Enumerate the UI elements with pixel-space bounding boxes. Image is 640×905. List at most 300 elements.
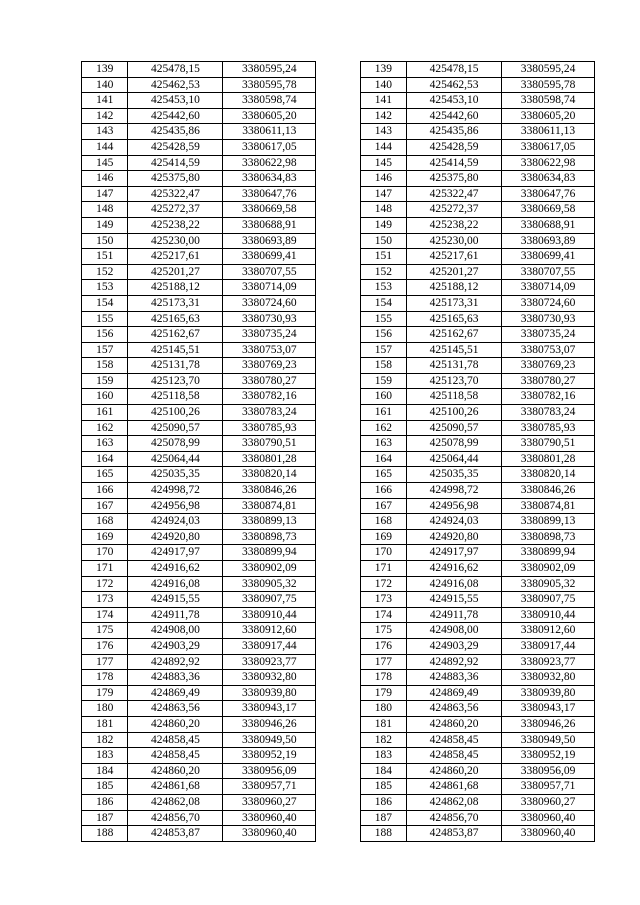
right-point-number-cell: 139: [360, 62, 406, 78]
left-y-coordinate-cell: 3380956,09: [223, 763, 316, 779]
right-y-coordinate-cell: 3380688,91: [502, 217, 595, 233]
left-y-coordinate-cell: 3380917,44: [223, 638, 316, 654]
column-gap-cell: [316, 732, 360, 748]
table-row: [82, 249, 595, 265]
left-point-number-cell: 165: [82, 467, 128, 483]
right-x-coordinate-cell: 424856,70: [407, 810, 502, 826]
left-y-coordinate-cell: 3380693,89: [223, 233, 316, 249]
right-point-number-cell: 169: [360, 529, 406, 545]
left-y-coordinate-cell: 3380939,80: [223, 685, 316, 701]
right-point-number-cell: 164: [360, 451, 406, 467]
right-y-coordinate-cell: 3380952,19: [502, 748, 595, 764]
right-point-number-cell: 141: [360, 93, 406, 109]
column-gap-cell: [316, 685, 360, 701]
left-point-number-cell: 171: [82, 561, 128, 577]
right-y-coordinate-cell: 3380724,60: [502, 295, 595, 311]
left-point-number-cell: 154: [82, 295, 128, 311]
left-y-coordinate-cell: 3380960,40: [223, 826, 316, 842]
right-y-coordinate-cell: 3380699,41: [502, 249, 595, 265]
column-gap-cell: [316, 155, 360, 171]
table-row: [82, 748, 595, 764]
right-point-number-cell: 146: [360, 171, 406, 187]
right-x-coordinate-cell: 424858,45: [407, 748, 502, 764]
left-y-coordinate-cell: 3380595,24: [223, 62, 316, 78]
right-y-coordinate-cell: 3380932,80: [502, 670, 595, 686]
right-point-number-cell: 148: [360, 202, 406, 218]
right-x-coordinate-cell: 425100,26: [407, 405, 502, 421]
left-x-coordinate-cell: 424903,29: [128, 638, 223, 654]
left-y-coordinate-cell: 3380932,80: [223, 670, 316, 686]
left-x-coordinate-cell: 424916,62: [128, 561, 223, 577]
right-point-number-cell: 188: [360, 826, 406, 842]
left-x-coordinate-cell: 424861,68: [128, 779, 223, 795]
column-gap-cell: [316, 670, 360, 686]
right-y-coordinate-cell: 3380707,55: [502, 264, 595, 280]
right-point-number-cell: 180: [360, 701, 406, 717]
right-x-coordinate-cell: 425090,57: [407, 420, 502, 436]
column-gap-cell: [316, 529, 360, 545]
column-gap-cell: [316, 171, 360, 187]
left-y-coordinate-cell: 3380707,55: [223, 264, 316, 280]
column-gap-cell: [316, 77, 360, 93]
left-x-coordinate-cell: 425131,78: [128, 358, 223, 374]
table-row: [82, 623, 595, 639]
left-y-coordinate-cell: 3380960,40: [223, 810, 316, 826]
column-gap-cell: [316, 779, 360, 795]
column-gap-cell: [316, 108, 360, 124]
column-gap-cell: [316, 794, 360, 810]
right-x-coordinate-cell: 424883,36: [407, 670, 502, 686]
column-gap-cell: [316, 483, 360, 499]
left-y-coordinate-cell: 3380905,32: [223, 576, 316, 592]
right-point-number-cell: 168: [360, 514, 406, 530]
table-row: [82, 498, 595, 514]
right-x-coordinate-cell: 425462,53: [407, 77, 502, 93]
table-row: [82, 810, 595, 826]
left-x-coordinate-cell: 425201,27: [128, 264, 223, 280]
left-x-coordinate-cell: 425238,22: [128, 217, 223, 233]
column-gap-cell: [316, 514, 360, 530]
left-x-coordinate-cell: 425145,51: [128, 342, 223, 358]
right-y-coordinate-cell: 3380820,14: [502, 467, 595, 483]
left-x-coordinate-cell: 425035,35: [128, 467, 223, 483]
right-x-coordinate-cell: 425272,37: [407, 202, 502, 218]
left-y-coordinate-cell: 3380907,75: [223, 592, 316, 608]
left-y-coordinate-cell: 3380912,60: [223, 623, 316, 639]
column-gap-cell: [316, 202, 360, 218]
column-gap-cell: [316, 701, 360, 717]
left-y-coordinate-cell: 3380617,05: [223, 139, 316, 155]
right-point-number-cell: 156: [360, 327, 406, 343]
right-point-number-cell: 182: [360, 732, 406, 748]
column-gap-cell: [316, 139, 360, 155]
right-point-number-cell: 171: [360, 561, 406, 577]
left-y-coordinate-cell: 3380730,93: [223, 311, 316, 327]
right-y-coordinate-cell: 3380753,07: [502, 342, 595, 358]
table-row: [82, 217, 595, 233]
right-point-number-cell: 144: [360, 139, 406, 155]
right-point-number-cell: 181: [360, 716, 406, 732]
right-y-coordinate-cell: 3380785,93: [502, 420, 595, 436]
right-point-number-cell: 172: [360, 576, 406, 592]
table-row: [82, 62, 595, 78]
right-x-coordinate-cell: 425322,47: [407, 186, 502, 202]
right-x-coordinate-cell: 424916,08: [407, 576, 502, 592]
left-y-coordinate-cell: 3380820,14: [223, 467, 316, 483]
left-y-coordinate-cell: 3380595,78: [223, 77, 316, 93]
left-x-coordinate-cell: 424863,56: [128, 701, 223, 717]
right-point-number-cell: 159: [360, 373, 406, 389]
left-point-number-cell: 178: [82, 670, 128, 686]
left-y-coordinate-cell: 3380714,09: [223, 280, 316, 296]
table-row: [82, 373, 595, 389]
right-y-coordinate-cell: 3380899,13: [502, 514, 595, 530]
left-x-coordinate-cell: 424858,45: [128, 732, 223, 748]
table-row: [82, 483, 595, 499]
left-point-number-cell: 142: [82, 108, 128, 124]
right-x-coordinate-cell: 424915,55: [407, 592, 502, 608]
left-point-number-cell: 146: [82, 171, 128, 187]
table-row: [82, 295, 595, 311]
left-y-coordinate-cell: 3380960,27: [223, 794, 316, 810]
right-y-coordinate-cell: 3380730,93: [502, 311, 595, 327]
right-x-coordinate-cell: 425078,99: [407, 436, 502, 452]
table-row: [82, 638, 595, 654]
left-point-number-cell: 148: [82, 202, 128, 218]
table-row: [82, 451, 595, 467]
column-gap-cell: [316, 545, 360, 561]
right-x-coordinate-cell: 425162,67: [407, 327, 502, 343]
right-x-coordinate-cell: 424916,62: [407, 561, 502, 577]
left-point-number-cell: 159: [82, 373, 128, 389]
left-x-coordinate-cell: 425090,57: [128, 420, 223, 436]
table-row: [82, 124, 595, 140]
right-y-coordinate-cell: 3380634,83: [502, 171, 595, 187]
right-point-number-cell: 147: [360, 186, 406, 202]
coordinates-table: [81, 61, 595, 842]
table-row: [82, 779, 595, 795]
table-row: [82, 654, 595, 670]
left-y-coordinate-cell: 3380790,51: [223, 436, 316, 452]
right-point-number-cell: 158: [360, 358, 406, 374]
right-x-coordinate-cell: 425064,44: [407, 451, 502, 467]
column-gap-cell: [316, 217, 360, 233]
left-x-coordinate-cell: 425375,80: [128, 171, 223, 187]
table-row: [82, 77, 595, 93]
left-x-coordinate-cell: 424883,36: [128, 670, 223, 686]
right-x-coordinate-cell: 424892,92: [407, 654, 502, 670]
right-x-coordinate-cell: 425145,51: [407, 342, 502, 358]
left-point-number-cell: 160: [82, 389, 128, 405]
right-x-coordinate-cell: 424853,87: [407, 826, 502, 842]
left-y-coordinate-cell: 3380899,13: [223, 514, 316, 530]
right-point-number-cell: 154: [360, 295, 406, 311]
left-x-coordinate-cell: 425442,60: [128, 108, 223, 124]
column-gap-cell: [316, 373, 360, 389]
table-row: [82, 701, 595, 717]
left-point-number-cell: 181: [82, 716, 128, 732]
right-x-coordinate-cell: 425238,22: [407, 217, 502, 233]
left-x-coordinate-cell: 425078,99: [128, 436, 223, 452]
right-point-number-cell: 155: [360, 311, 406, 327]
left-point-number-cell: 144: [82, 139, 128, 155]
left-point-number-cell: 184: [82, 763, 128, 779]
left-x-coordinate-cell: 425272,37: [128, 202, 223, 218]
left-x-coordinate-cell: 424911,78: [128, 607, 223, 623]
left-x-coordinate-cell: 425118,58: [128, 389, 223, 405]
table-row: [82, 685, 595, 701]
right-y-coordinate-cell: 3380902,09: [502, 561, 595, 577]
table-row: [82, 592, 595, 608]
column-gap-cell: [316, 342, 360, 358]
left-x-coordinate-cell: 425322,47: [128, 186, 223, 202]
table-row: [82, 529, 595, 545]
left-y-coordinate-cell: 3380769,23: [223, 358, 316, 374]
right-x-coordinate-cell: 424998,72: [407, 483, 502, 499]
left-point-number-cell: 163: [82, 436, 128, 452]
left-point-number-cell: 141: [82, 93, 128, 109]
right-point-number-cell: 170: [360, 545, 406, 561]
right-point-number-cell: 162: [360, 420, 406, 436]
right-x-coordinate-cell: 424917,97: [407, 545, 502, 561]
left-y-coordinate-cell: 3380949,50: [223, 732, 316, 748]
right-y-coordinate-cell: 3380782,16: [502, 389, 595, 405]
right-x-coordinate-cell: 425428,59: [407, 139, 502, 155]
column-gap-cell: [316, 451, 360, 467]
right-y-coordinate-cell: 3380960,27: [502, 794, 595, 810]
right-x-coordinate-cell: 425131,78: [407, 358, 502, 374]
table-row: [82, 342, 595, 358]
right-y-coordinate-cell: 3380693,89: [502, 233, 595, 249]
right-point-number-cell: 167: [360, 498, 406, 514]
left-point-number-cell: 153: [82, 280, 128, 296]
right-point-number-cell: 185: [360, 779, 406, 795]
left-x-coordinate-cell: 425173,31: [128, 295, 223, 311]
left-y-coordinate-cell: 3380952,19: [223, 748, 316, 764]
left-x-coordinate-cell: 425100,26: [128, 405, 223, 421]
column-gap-cell: [316, 124, 360, 140]
table-row: [82, 561, 595, 577]
left-y-coordinate-cell: 3380605,20: [223, 108, 316, 124]
column-gap-cell: [316, 436, 360, 452]
left-point-number-cell: 147: [82, 186, 128, 202]
table-row: [82, 311, 595, 327]
column-gap-cell: [316, 826, 360, 842]
right-y-coordinate-cell: 3380907,75: [502, 592, 595, 608]
right-x-coordinate-cell: 424858,45: [407, 732, 502, 748]
right-point-number-cell: 142: [360, 108, 406, 124]
left-y-coordinate-cell: 3380899,94: [223, 545, 316, 561]
left-y-coordinate-cell: 3380622,98: [223, 155, 316, 171]
coordinates-table-body: [82, 62, 595, 842]
left-point-number-cell: 161: [82, 405, 128, 421]
column-gap-cell: [316, 638, 360, 654]
left-x-coordinate-cell: 424998,72: [128, 483, 223, 499]
left-x-coordinate-cell: 424858,45: [128, 748, 223, 764]
column-gap-cell: [316, 467, 360, 483]
right-point-number-cell: 150: [360, 233, 406, 249]
column-gap-cell: [316, 810, 360, 826]
left-x-coordinate-cell: 424915,55: [128, 592, 223, 608]
right-y-coordinate-cell: 3380595,24: [502, 62, 595, 78]
right-y-coordinate-cell: 3380917,44: [502, 638, 595, 654]
column-gap-cell: [316, 389, 360, 405]
right-x-coordinate-cell: 425188,12: [407, 280, 502, 296]
right-x-coordinate-cell: 425442,60: [407, 108, 502, 124]
left-x-coordinate-cell: 425414,59: [128, 155, 223, 171]
left-x-coordinate-cell: 424892,92: [128, 654, 223, 670]
left-y-coordinate-cell: 3380943,17: [223, 701, 316, 717]
right-y-coordinate-cell: 3380946,26: [502, 716, 595, 732]
left-point-number-cell: 169: [82, 529, 128, 545]
right-point-number-cell: 151: [360, 249, 406, 265]
left-point-number-cell: 179: [82, 685, 128, 701]
left-y-coordinate-cell: 3380957,71: [223, 779, 316, 795]
right-y-coordinate-cell: 3380622,98: [502, 155, 595, 171]
table-row: [82, 405, 595, 421]
left-point-number-cell: 168: [82, 514, 128, 530]
left-y-coordinate-cell: 3380699,41: [223, 249, 316, 265]
column-gap-cell: [316, 763, 360, 779]
table-row: [82, 716, 595, 732]
left-x-coordinate-cell: 425230,00: [128, 233, 223, 249]
column-gap-cell: [316, 327, 360, 343]
table-row: [82, 826, 595, 842]
left-x-coordinate-cell: 424956,98: [128, 498, 223, 514]
left-point-number-cell: 145: [82, 155, 128, 171]
table-row: [82, 155, 595, 171]
left-point-number-cell: 155: [82, 311, 128, 327]
column-gap-cell: [316, 311, 360, 327]
right-point-number-cell: 186: [360, 794, 406, 810]
right-x-coordinate-cell: 425414,59: [407, 155, 502, 171]
table-row: [82, 93, 595, 109]
right-y-coordinate-cell: 3380910,44: [502, 607, 595, 623]
left-y-coordinate-cell: 3380898,73: [223, 529, 316, 545]
left-x-coordinate-cell: 425064,44: [128, 451, 223, 467]
right-y-coordinate-cell: 3380598,74: [502, 93, 595, 109]
left-y-coordinate-cell: 3380598,74: [223, 93, 316, 109]
column-gap-cell: [316, 264, 360, 280]
left-point-number-cell: 175: [82, 623, 128, 639]
column-gap-cell: [316, 607, 360, 623]
right-point-number-cell: 183: [360, 748, 406, 764]
table-row: [82, 233, 595, 249]
right-y-coordinate-cell: 3380960,40: [502, 826, 595, 842]
left-y-coordinate-cell: 3380647,76: [223, 186, 316, 202]
left-point-number-cell: 180: [82, 701, 128, 717]
left-x-coordinate-cell: 424908,00: [128, 623, 223, 639]
right-y-coordinate-cell: 3380912,60: [502, 623, 595, 639]
right-x-coordinate-cell: 425478,15: [407, 62, 502, 78]
table-row: [82, 108, 595, 124]
left-x-coordinate-cell: 424853,87: [128, 826, 223, 842]
right-x-coordinate-cell: 424860,20: [407, 716, 502, 732]
left-point-number-cell: 177: [82, 654, 128, 670]
left-x-coordinate-cell: 424920,80: [128, 529, 223, 545]
left-point-number-cell: 157: [82, 342, 128, 358]
column-gap-cell: [316, 295, 360, 311]
right-point-number-cell: 140: [360, 77, 406, 93]
right-point-number-cell: 173: [360, 592, 406, 608]
left-x-coordinate-cell: 424917,97: [128, 545, 223, 561]
left-point-number-cell: 143: [82, 124, 128, 140]
table-row: [82, 139, 595, 155]
right-y-coordinate-cell: 3380899,94: [502, 545, 595, 561]
left-point-number-cell: 174: [82, 607, 128, 623]
left-point-number-cell: 162: [82, 420, 128, 436]
right-x-coordinate-cell: 424903,29: [407, 638, 502, 654]
left-y-coordinate-cell: 3380724,60: [223, 295, 316, 311]
left-x-coordinate-cell: 424916,08: [128, 576, 223, 592]
right-point-number-cell: 145: [360, 155, 406, 171]
left-x-coordinate-cell: 425162,67: [128, 327, 223, 343]
right-point-number-cell: 178: [360, 670, 406, 686]
right-x-coordinate-cell: 424861,68: [407, 779, 502, 795]
right-x-coordinate-cell: 425035,35: [407, 467, 502, 483]
right-y-coordinate-cell: 3380714,09: [502, 280, 595, 296]
left-y-coordinate-cell: 3380611,13: [223, 124, 316, 140]
left-x-coordinate-cell: 425217,61: [128, 249, 223, 265]
right-x-coordinate-cell: 424863,56: [407, 701, 502, 717]
column-gap-cell: [316, 405, 360, 421]
left-x-coordinate-cell: 425435,86: [128, 124, 223, 140]
right-x-coordinate-cell: 424956,98: [407, 498, 502, 514]
table-row: [82, 171, 595, 187]
right-x-coordinate-cell: 425435,86: [407, 124, 502, 140]
right-point-number-cell: 175: [360, 623, 406, 639]
right-point-number-cell: 174: [360, 607, 406, 623]
left-point-number-cell: 156: [82, 327, 128, 343]
left-point-number-cell: 172: [82, 576, 128, 592]
column-gap-cell: [316, 654, 360, 670]
left-x-coordinate-cell: 424856,70: [128, 810, 223, 826]
right-point-number-cell: 177: [360, 654, 406, 670]
column-gap-cell: [316, 186, 360, 202]
left-x-coordinate-cell: 424860,20: [128, 763, 223, 779]
table-row: [82, 358, 595, 374]
left-point-number-cell: 188: [82, 826, 128, 842]
right-x-coordinate-cell: 424869,49: [407, 685, 502, 701]
table-row: [82, 186, 595, 202]
left-y-coordinate-cell: 3380780,27: [223, 373, 316, 389]
left-y-coordinate-cell: 3380669,58: [223, 202, 316, 218]
left-point-number-cell: 151: [82, 249, 128, 265]
left-point-number-cell: 166: [82, 483, 128, 499]
left-point-number-cell: 150: [82, 233, 128, 249]
right-x-coordinate-cell: 424911,78: [407, 607, 502, 623]
column-gap-cell: [316, 249, 360, 265]
right-y-coordinate-cell: 3380923,77: [502, 654, 595, 670]
left-y-coordinate-cell: 3380923,77: [223, 654, 316, 670]
right-y-coordinate-cell: 3380783,24: [502, 405, 595, 421]
table-row: [82, 514, 595, 530]
right-x-coordinate-cell: 425375,80: [407, 171, 502, 187]
column-gap-cell: [316, 358, 360, 374]
left-x-coordinate-cell: 424924,03: [128, 514, 223, 530]
table-row: [82, 280, 595, 296]
left-point-number-cell: 176: [82, 638, 128, 654]
right-x-coordinate-cell: 424862,08: [407, 794, 502, 810]
table-row: [82, 420, 595, 436]
right-y-coordinate-cell: 3380780,27: [502, 373, 595, 389]
left-point-number-cell: 185: [82, 779, 128, 795]
left-y-coordinate-cell: 3380785,93: [223, 420, 316, 436]
left-x-coordinate-cell: 425453,10: [128, 93, 223, 109]
table-row: [82, 576, 595, 592]
left-point-number-cell: 152: [82, 264, 128, 280]
table-row: [82, 794, 595, 810]
